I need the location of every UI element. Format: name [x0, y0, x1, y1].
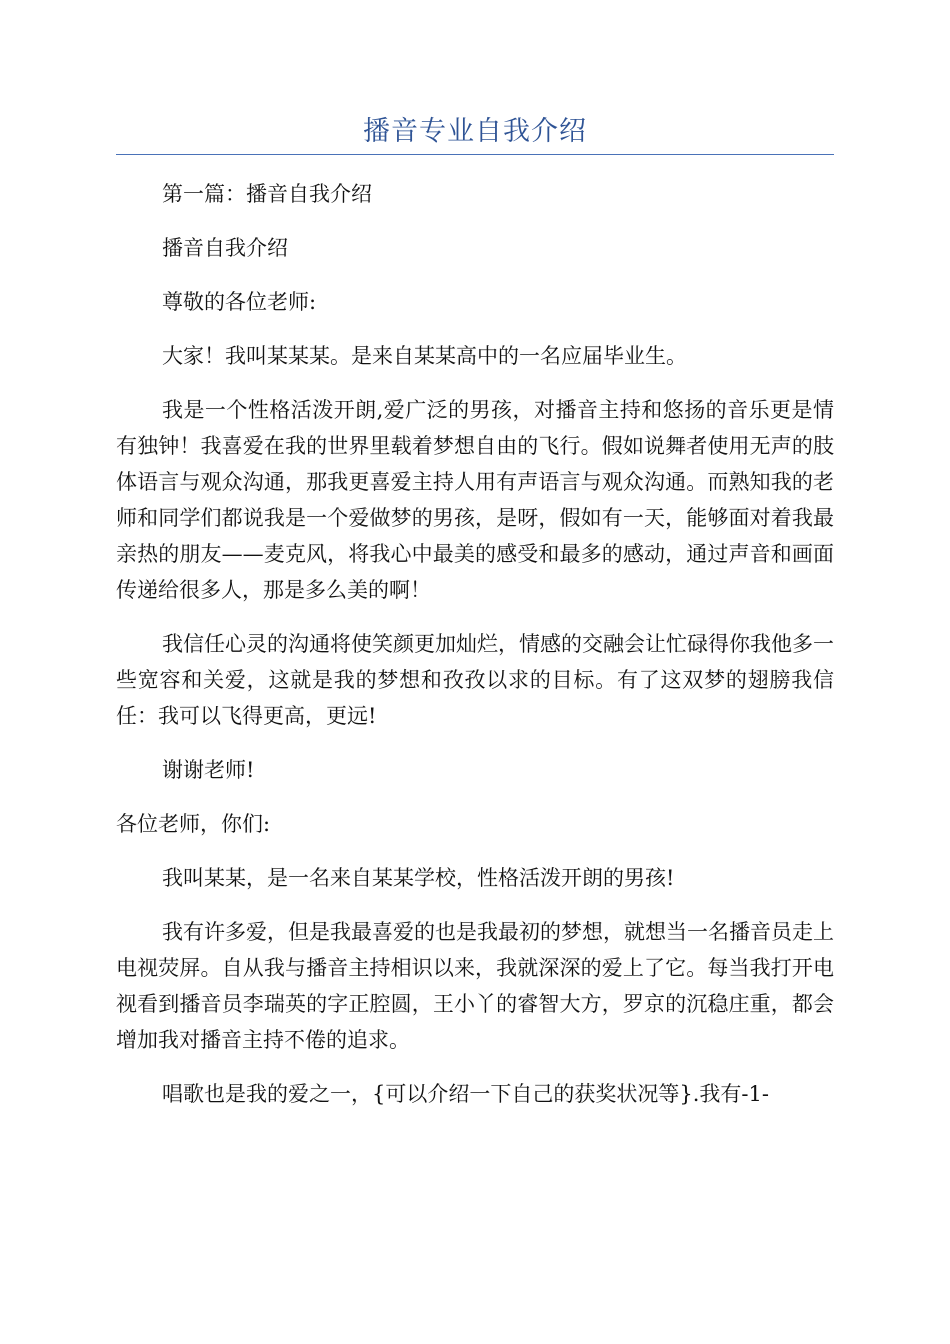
paragraph: 我信任心灵的沟通将使笑颜更加灿烂，情感的交融会让忙碌得你我他多一些宽容和关爱，这就是我的梦想和孜孜以求的目标。有了这双梦的翅膀我信任：我可以飞得更高，更远!	[116, 632, 834, 728]
document-body	[116, 176, 834, 1130]
paragraph: 我叫某某，是一名来自某某学校，性格活泼开朗的男孩!	[162, 866, 675, 890]
paragraph: 大家！我叫某某某。是来自某某高中的一名应届毕业生。	[162, 344, 687, 368]
paragraph: 各位老师，你们:	[116, 812, 271, 836]
paragraph: 我是一个性格活泼开朗,爱广泛的男孩，对播音主持和悠扬的音乐更是情有独钟！我喜爱在我的世界里载着梦想自由的飞行。假如说舞者使用无声的肢体语言与观众沟通，那我更喜爱主持人用有声语言与观众沟通。而熟知我的老师和同学们都说我是一个爱做梦的男孩，是呀，假如有一天，能够面对着我最亲热的朋友——麦克风，将我心中最美的感受和最多的感动，通过声音和画面传递给很多人，那是多么美的啊！	[116, 398, 834, 602]
paragraph: 唱歌也是我的爱之一，{可以介绍一下自己的获奖状况等}.我有-1-	[162, 1082, 769, 1106]
title-underline	[116, 154, 834, 155]
document-title: 播音专业自我介绍	[363, 116, 587, 147]
paragraph: 尊敬的各位老师:	[162, 290, 317, 314]
paragraph: 第一篇：播音自我介绍	[162, 182, 372, 206]
paragraph: 谢谢老师!	[162, 758, 255, 782]
paragraph: 播音自我介绍	[162, 236, 288, 260]
paragraph: 我有许多爱，但是我最喜爱的也是我最初的梦想，就想当一名播音员走上电视荧屏。自从我与播音主持相识以来，我就深深的爱上了它。每当我打开电视看到播音员李瑞英的字正腔圆，王小丫的睿智大方，罗京的沉稳庄重，都会增加我对播音主持不倦的追求。	[116, 920, 834, 1052]
